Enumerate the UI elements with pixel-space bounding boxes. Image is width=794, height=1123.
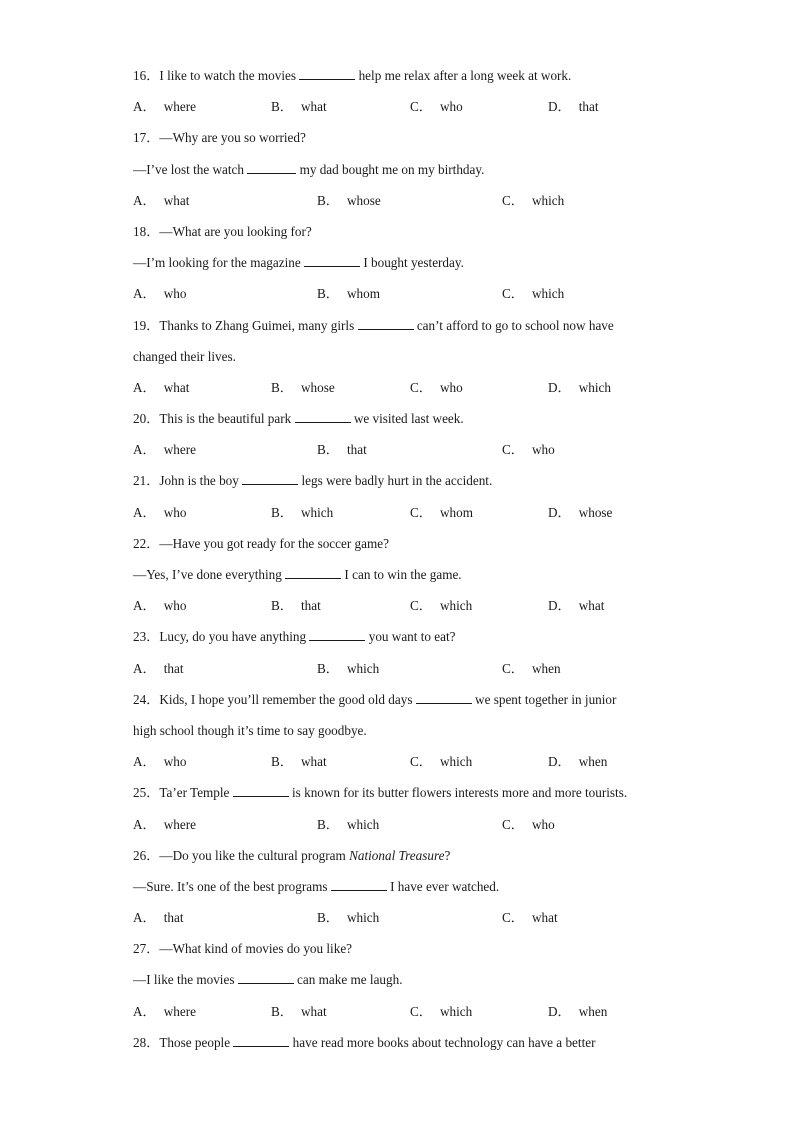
option-letter: C． xyxy=(410,99,432,115)
option-letter: C． xyxy=(410,598,432,614)
option-text: who xyxy=(439,99,463,115)
option-c xyxy=(502,656,561,681)
option-text: that xyxy=(300,598,321,614)
option-letter: C． xyxy=(502,192,524,208)
option-text: which xyxy=(300,504,334,520)
question-number: 18． xyxy=(133,223,160,239)
option-text: when xyxy=(578,754,608,770)
option-c xyxy=(410,500,473,525)
option-letter: C． xyxy=(502,660,524,676)
option-a xyxy=(133,749,186,774)
option-letter: D． xyxy=(548,1003,571,1019)
option-b xyxy=(317,905,379,930)
question-text: This is the beautiful park xyxy=(159,411,295,427)
option-b xyxy=(317,281,380,306)
option-text: that xyxy=(346,442,367,458)
option-a xyxy=(133,593,186,618)
question-line xyxy=(133,157,693,188)
question-number: 20． xyxy=(133,411,160,427)
option-b xyxy=(317,656,379,681)
question-text: help me relax after a long week at work. xyxy=(355,68,572,83)
option-a xyxy=(133,500,186,525)
option-letter: B． xyxy=(317,286,339,302)
question-line xyxy=(133,344,693,375)
question-stem xyxy=(133,313,693,344)
option-letter: A． xyxy=(133,660,156,676)
option-letter: D． xyxy=(548,99,571,115)
answer-options xyxy=(133,94,693,125)
question-line xyxy=(133,874,693,905)
question-text: Lucy, do you have anything xyxy=(159,629,310,645)
option-a xyxy=(133,999,196,1024)
question-text: Thanks to Zhang Guimei, many girls xyxy=(159,317,358,333)
option-text: where xyxy=(163,816,196,832)
option-text: where xyxy=(163,99,196,115)
question-text: —Have you got ready for the soccer game? xyxy=(159,535,389,551)
question-text: my dad bought me on my birthday. xyxy=(296,161,485,177)
question-number: 21． xyxy=(133,473,160,489)
option-text: which xyxy=(439,1003,473,1019)
question-text: —Sure. It’s one of the best programs xyxy=(133,878,331,894)
option-text: which xyxy=(531,286,565,302)
option-a xyxy=(133,281,186,306)
question-text: I bought yesterday. xyxy=(360,255,464,271)
option-text: what xyxy=(300,1003,327,1019)
question-stem xyxy=(133,780,693,811)
program-title: National Treasure xyxy=(349,847,445,863)
option-letter: C． xyxy=(410,754,432,770)
answer-blank xyxy=(295,410,351,423)
option-text: that xyxy=(163,660,184,676)
answer-blank xyxy=(233,784,289,797)
option-d xyxy=(548,375,611,400)
option-text: which xyxy=(346,816,380,832)
answer-blank xyxy=(285,566,341,579)
answer-options xyxy=(133,188,693,219)
option-text: what xyxy=(578,598,605,614)
option-d xyxy=(548,593,604,618)
option-text: which xyxy=(346,910,380,926)
question-text: —I like the movies xyxy=(133,972,238,988)
question-text: —What kind of movies do you like? xyxy=(159,941,353,957)
option-b xyxy=(271,593,321,618)
option-text: what xyxy=(300,754,327,770)
option-letter: A． xyxy=(133,598,156,614)
option-text: when xyxy=(531,660,561,676)
option-letter: C． xyxy=(410,504,432,520)
answer-blank xyxy=(247,161,296,174)
question-number: 25． xyxy=(133,785,160,801)
option-letter: A． xyxy=(133,192,156,208)
option-letter: B． xyxy=(271,379,293,395)
question-stem xyxy=(133,843,693,874)
question-text: John is the boy xyxy=(159,473,243,489)
option-text: which xyxy=(439,754,473,770)
question-27 xyxy=(133,936,693,1030)
question-26 xyxy=(133,843,693,937)
option-letter: A． xyxy=(133,379,156,395)
question-text: Ta’er Temple xyxy=(159,785,233,801)
option-c xyxy=(502,188,564,213)
option-text: when xyxy=(578,1003,608,1019)
question-number: 26． xyxy=(133,847,160,863)
option-text: who xyxy=(439,379,463,395)
option-text: where xyxy=(163,442,196,458)
option-d xyxy=(548,749,607,774)
option-text: which xyxy=(531,192,565,208)
option-text: that xyxy=(163,910,184,926)
question-text: —Why are you so worried? xyxy=(159,130,306,146)
question-23 xyxy=(133,624,693,686)
answer-options xyxy=(133,999,693,1030)
option-letter: D． xyxy=(548,504,571,520)
option-text: who xyxy=(163,598,187,614)
question-stem xyxy=(133,406,693,437)
question-text: we visited last week. xyxy=(350,411,464,427)
answer-blank xyxy=(416,691,472,704)
option-a xyxy=(133,94,196,119)
option-letter: C． xyxy=(410,379,432,395)
question-19 xyxy=(133,313,693,407)
option-c xyxy=(502,812,555,837)
question-number: 23． xyxy=(133,629,160,645)
option-letter: A． xyxy=(133,910,156,926)
option-letter: D． xyxy=(548,598,571,614)
question-20 xyxy=(133,406,693,468)
answer-blank xyxy=(299,67,355,80)
question-line xyxy=(133,250,693,281)
question-text: high school though it’s time to say goodbye. xyxy=(133,722,367,738)
option-text: whose xyxy=(346,192,381,208)
option-letter: B． xyxy=(317,660,339,676)
answer-blank xyxy=(233,1034,289,1047)
question-number: 19． xyxy=(133,317,160,333)
option-b xyxy=(271,375,335,400)
option-letter: B． xyxy=(317,442,339,458)
option-letter: C． xyxy=(502,286,524,302)
question-number: 22． xyxy=(133,535,160,551)
answer-options xyxy=(133,593,693,624)
option-letter: A． xyxy=(133,99,156,115)
option-b xyxy=(271,500,333,525)
answer-blank xyxy=(331,878,387,891)
question-number: 27． xyxy=(133,941,160,957)
answer-options xyxy=(133,749,693,780)
question-text: changed their lives. xyxy=(133,348,236,364)
option-text: which xyxy=(439,598,473,614)
option-text: who xyxy=(163,286,187,302)
question-text: you want to eat? xyxy=(365,629,456,645)
answer-options xyxy=(133,812,693,843)
question-18 xyxy=(133,219,693,313)
question-25 xyxy=(133,780,693,842)
question-number: 24． xyxy=(133,691,160,707)
option-d xyxy=(548,999,607,1024)
question-text: ? xyxy=(444,847,451,863)
question-stem xyxy=(133,936,693,967)
question-text: can’t afford to go to school now have xyxy=(413,317,614,333)
question-number: 17． xyxy=(133,130,160,146)
question-stem xyxy=(133,687,693,718)
option-letter: A． xyxy=(133,754,156,770)
question-21 xyxy=(133,468,693,530)
question-text: have read more books about technology can have a better xyxy=(289,1034,596,1050)
exercise-page xyxy=(133,63,693,1061)
option-text: where xyxy=(163,1003,196,1019)
question-text: —Yes, I’ve done everything xyxy=(133,567,286,582)
question-text: —I’m looking for the magazine xyxy=(133,255,305,271)
answer-options xyxy=(133,375,693,406)
answer-blank xyxy=(309,628,365,641)
question-28 xyxy=(133,1030,693,1061)
option-d xyxy=(548,94,599,119)
question-line xyxy=(133,562,693,593)
option-letter: C． xyxy=(502,442,524,458)
option-a xyxy=(133,656,184,681)
option-text: who xyxy=(163,504,187,520)
option-text: who xyxy=(531,816,555,832)
question-stem xyxy=(133,624,693,655)
question-24 xyxy=(133,687,693,781)
question-text: we spent together in junior xyxy=(471,691,617,707)
question-17 xyxy=(133,125,693,219)
option-letter: A． xyxy=(133,286,156,302)
option-c xyxy=(410,999,472,1024)
question-stem xyxy=(133,468,693,499)
option-c xyxy=(410,94,463,119)
option-text: who xyxy=(531,442,555,458)
option-letter: B． xyxy=(271,99,293,115)
option-letter: B． xyxy=(271,754,293,770)
option-letter: A． xyxy=(133,504,156,520)
option-b xyxy=(271,999,327,1024)
option-text: that xyxy=(578,99,599,115)
question-text: is known for its butter flowers interests more and more tourists. xyxy=(288,785,628,801)
option-c xyxy=(502,281,564,306)
option-b xyxy=(271,749,327,774)
question-text: legs were badly hurt in the accident. xyxy=(298,473,493,489)
answer-options xyxy=(133,437,693,468)
answer-blank xyxy=(358,317,414,330)
option-text: whose xyxy=(578,504,613,520)
option-letter: B． xyxy=(317,816,339,832)
option-a xyxy=(133,188,189,213)
question-stem xyxy=(133,1030,693,1061)
answer-blank xyxy=(242,472,298,485)
option-b xyxy=(317,437,367,462)
answer-options xyxy=(133,656,693,687)
option-c xyxy=(410,593,472,618)
question-stem xyxy=(133,219,693,250)
option-b xyxy=(271,94,327,119)
option-text: what xyxy=(163,379,190,395)
option-b xyxy=(317,188,381,213)
question-text: I have ever watched. xyxy=(386,878,500,894)
answer-options xyxy=(133,500,693,531)
question-stem xyxy=(133,63,693,94)
option-text: whose xyxy=(300,379,335,395)
question-text: can make me laugh. xyxy=(293,972,403,988)
option-a xyxy=(133,375,189,400)
option-letter: C． xyxy=(502,910,524,926)
option-letter: D． xyxy=(548,379,571,395)
question-number: 28． xyxy=(133,1034,160,1050)
answer-blank xyxy=(238,971,294,984)
question-stem xyxy=(133,531,693,562)
question-number: 16． xyxy=(133,68,160,83)
question-text: Those people xyxy=(159,1034,234,1050)
option-c xyxy=(410,375,463,400)
option-c xyxy=(502,437,555,462)
option-letter: B． xyxy=(317,910,339,926)
option-a xyxy=(133,437,196,462)
question-text: —Do you like the cultural program xyxy=(159,847,350,863)
option-text: who xyxy=(163,754,187,770)
option-letter: B． xyxy=(317,192,339,208)
option-letter: A． xyxy=(133,816,156,832)
option-letter: B． xyxy=(271,1003,293,1019)
option-letter: B． xyxy=(271,598,293,614)
option-letter: A． xyxy=(133,442,156,458)
question-16 xyxy=(133,63,693,125)
option-c xyxy=(502,905,558,930)
option-text: whom xyxy=(439,504,473,520)
option-c xyxy=(410,749,472,774)
option-letter: B． xyxy=(271,504,293,520)
question-text: Kids, I hope you’ll remember the good old days xyxy=(159,691,416,707)
option-text: what xyxy=(163,192,190,208)
question-text: I like to watch the movies xyxy=(159,68,300,83)
answer-options xyxy=(133,905,693,936)
question-text: —What are you looking for? xyxy=(159,223,312,239)
option-b xyxy=(317,812,379,837)
option-text: what xyxy=(531,910,558,926)
option-a xyxy=(133,812,196,837)
option-letter: D． xyxy=(548,754,571,770)
option-text: whom xyxy=(346,286,380,302)
question-22 xyxy=(133,531,693,625)
answer-options xyxy=(133,281,693,312)
option-text: which xyxy=(346,660,380,676)
question-line xyxy=(133,718,693,749)
option-letter: A． xyxy=(133,1003,156,1019)
question-line xyxy=(133,967,693,998)
question-stem xyxy=(133,125,693,156)
option-d xyxy=(548,500,612,525)
option-text: which xyxy=(578,379,611,395)
option-letter: C． xyxy=(410,1003,432,1019)
option-text: what xyxy=(300,99,327,115)
option-a xyxy=(133,905,184,930)
option-letter: C． xyxy=(502,816,524,832)
question-text: —I’ve lost the watch xyxy=(133,161,248,177)
question-text: I can to win the game. xyxy=(341,567,462,582)
answer-blank xyxy=(304,254,360,267)
